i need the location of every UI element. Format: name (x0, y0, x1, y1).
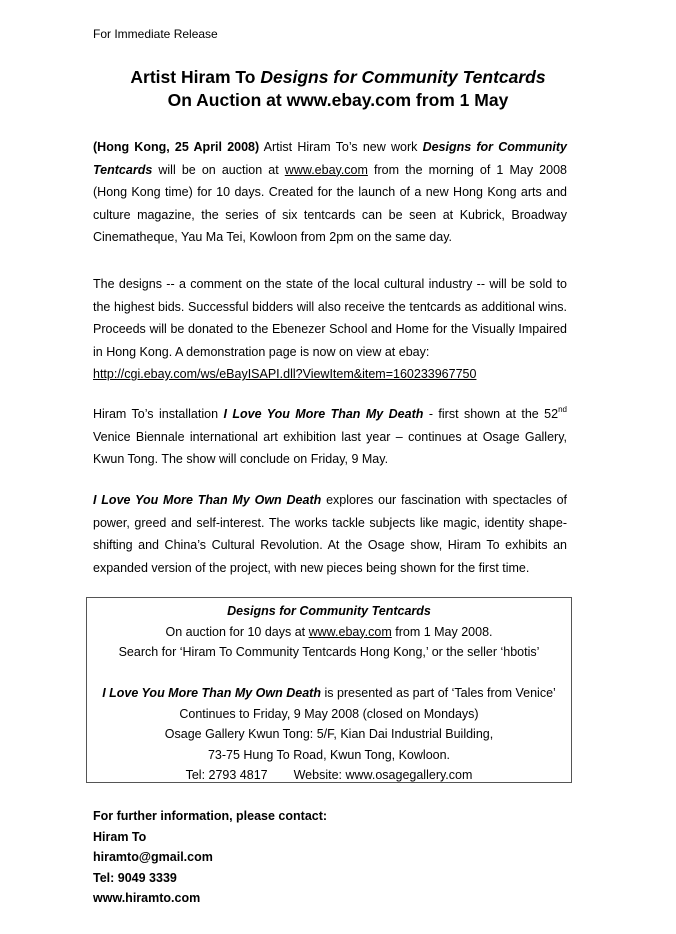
para1-text-2: will be on auction at (152, 162, 285, 177)
para1-text-3: from the morning of 1 May 2008 (Hong Kong time) for 10 days. Created for the launch of a new Hong Kong arts and culture magazine, the series of six tentcards can be seen at Kubrick, Broadway Cinematheque, Yau Ma Tei, Kowloon from 2pm on the same day. (93, 162, 567, 244)
box-line1-suffix: from 1 May 2008. (391, 624, 493, 639)
event-info-box (86, 597, 572, 783)
para3-text-2: - first shown at the 52 (423, 407, 559, 421)
box-website[interactable]: Website: www.osagegallery.com (293, 768, 473, 782)
para1-text-1: Artist Hiram To’s new work (259, 140, 423, 154)
para1-work-title: Designs for Community Tentcards (93, 140, 567, 177)
box-contact-line (87, 765, 571, 786)
para4-text: explores our fascination with spectacles of power, greed and self-interest. The works tackle subjects like magic, identity shape-shifting and China’s Cultural Revolution. At the Osage show, Hiram To exhibits an expanded version of the project, with new pieces being shown for the first time. (93, 493, 567, 575)
paragraph-4 (93, 489, 567, 579)
box-spacer (87, 663, 571, 684)
para2-text: The designs -- a comment on the state of the local cultural industry -- will be sold to the highest bids. Successful bidders will also receive the tentcards as additional wins. Proceeds will be donated to the Ebenezer School and Home for the Visually Impaired in Hong Kong. A demonstration page is now on view at ebay: (93, 277, 567, 359)
box-address-line: 73-75 Hung To Road, Kwun Tong, Kowloon. (207, 747, 451, 762)
ebay-link[interactable]: www.ebay.com (284, 162, 368, 177)
title-line-2: On Auction at www.ebay.com from 1 May (167, 90, 509, 110)
box-exhibit-line (87, 683, 571, 704)
paragraph-3 (93, 403, 567, 471)
box-venue-line: Osage Gallery Kwun Tong: 5/F, Kian Dai Industrial Building, (164, 727, 494, 741)
box-ebay-link[interactable]: www.ebay.com (308, 624, 392, 639)
para3-text-1: Hiram To’s installation (93, 407, 224, 421)
box-auction-line (87, 622, 571, 643)
contact-email[interactable]: hiramto@gmail.com (93, 850, 213, 864)
ebay-item-link[interactable]: http://cgi.ebay.com/ws/eBayISAPI.dll?ViewItem&item=160233967750 (93, 367, 477, 381)
title-prefix: Artist Hiram To (130, 67, 261, 87)
press-release-title (60, 66, 616, 112)
box-exhibit-suffix: is presented as part of ‘Tales from Venice’ (320, 686, 556, 700)
paragraph-1 (93, 136, 567, 249)
box-search-line: Search for ‘Hiram To Community Tentcards Hong Kong,’ or the seller ‘hbotis’ (118, 645, 540, 659)
box-heading: Designs for Community Tentcards (227, 604, 431, 618)
para3-text-3: Venice Biennale international art exhibition last year – continues at Osage Gallery, Kwun Tong. The show will conclude on Friday, 9 May. (93, 429, 567, 466)
box-line1-prefix: On auction for 10 days at (165, 624, 309, 639)
title-work-name: Designs for Community Tentcards (260, 67, 546, 87)
contact-website[interactable]: www.hiramto.com (93, 891, 201, 905)
contact-name: Hiram To (93, 829, 147, 844)
ordinal-suffix: nd (558, 405, 567, 414)
contact-heading: For further information, please contact: (93, 809, 328, 823)
contact-tel: Tel: 9049 3339 (93, 870, 177, 885)
title-line-1 (60, 66, 616, 89)
dateline: (Hong Kong, 25 April 2008) (93, 140, 260, 154)
paragraph-2 (93, 273, 567, 386)
box-tel: Tel: 2793 4817 (185, 768, 268, 782)
box-exhibit-title: I Love You More Than My Own Death (102, 686, 321, 700)
release-label: For Immediate Release (93, 27, 218, 41)
para3-work-title: I Love You More Than My Death (223, 407, 424, 421)
box-dates-line: Continues to Friday, 9 May 2008 (closed on Mondays) (179, 706, 479, 721)
para4-work-title: I Love You More Than My Own Death (93, 493, 322, 507)
contact-block (93, 806, 327, 909)
